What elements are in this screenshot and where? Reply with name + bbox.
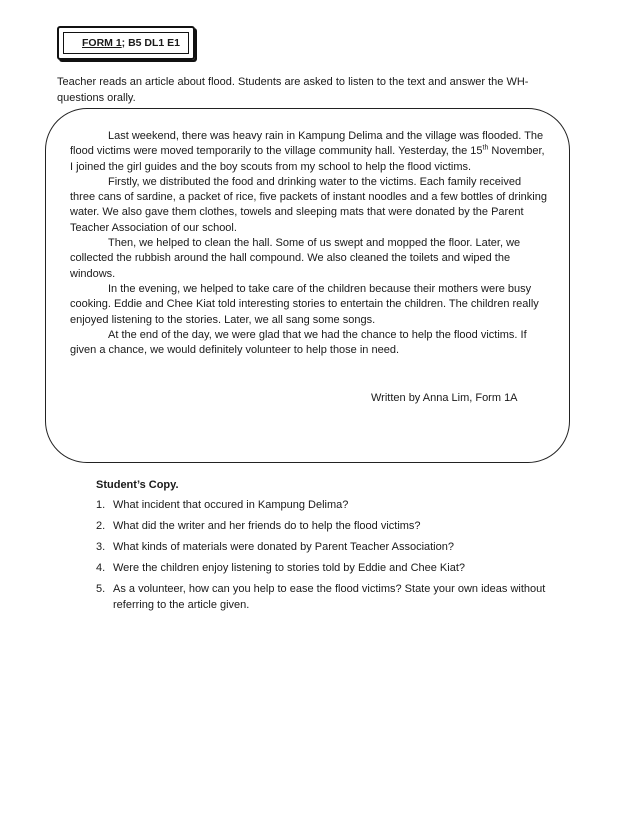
form-label: FORM 1 (82, 37, 122, 49)
teacher-instruction: Teacher reads an article about flood. Students are asked to listen to the text and answer the WH-questions orally. (57, 76, 529, 104)
article-text (70, 129, 547, 358)
question-item: 2. What did the writer and her friends do to help the flood victims? (96, 520, 421, 532)
article-paragraph-4: In the evening, we helped to take care of the children because their mothers were busy cooking. Eddie and Chee Kiat told interesting stories to entertain the children. The children really enjoyed listening to the stories. Later, we all sang some songs. (70, 282, 539, 326)
article-signature: Written by Anna Lim, Form 1A (371, 392, 518, 404)
question-item: 3. What kinds of materials were donated by Parent Teacher Association? (96, 541, 454, 553)
students-copy-title: Student’s Copy. (96, 479, 179, 491)
article-paragraph-1: Last weekend, there was heavy rain in Kampung Delima and the village was flooded. The flood victims were moved temporarily to the village community hall. Yesterday, the 15th November, I joined the girl guides and the boy scouts from my school to help the flood victims. (70, 130, 545, 173)
article-paragraph-2: Firstly, we distributed the food and drinking water to the victims. Each family received three cans of sardine, a packet of rice, five packets of instant noodles and a few bottles of drinking water. We also gave them clothes, towels and sleeping mats that were donated by the Parent Teacher Association of our school. (70, 175, 547, 234)
form-code-label (63, 32, 189, 54)
lesson-code: ; B5 DL1 E1 (121, 37, 181, 49)
question-list (96, 497, 576, 618)
article-paragraph-3: Then, we helped to clean the hall. Some of us swept and mopped the floor. Later, we collected the rubbish around the hall compound. We also cleaned the toilets and wiped the windows. (70, 237, 521, 280)
form-code-box (57, 26, 195, 60)
question-item: 1. What incident that occured in Kampung Delima? (96, 499, 349, 511)
article-paragraph-5: At the end of the day, we were glad that we had the chance to help the flood victims. If given a chance, we would definitely volunteer to help those in need. (70, 328, 527, 357)
article-box (45, 108, 570, 463)
question-item: 5. As a volunteer, how can you help to ease the flood victims? State your own ideas without referring to the article given. (96, 583, 546, 611)
question-item: 4. Were the children enjoy listening to stories told by Eddie and Chee Kiat? (96, 562, 466, 574)
